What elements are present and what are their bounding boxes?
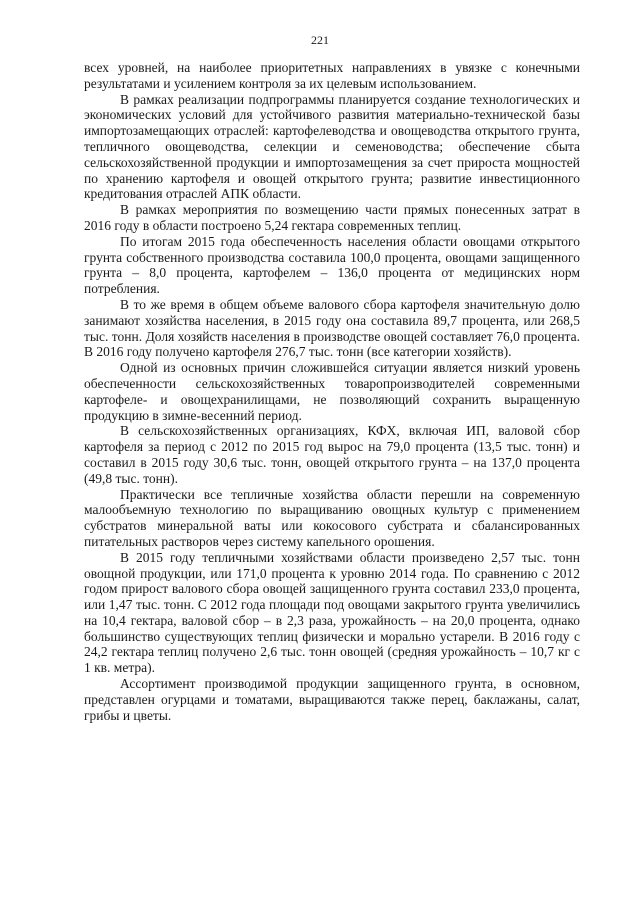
body-text (84, 60, 580, 723)
paragraph-6: Одной из основных причин сложившейся ситуации является низкий уровень обеспеченности сельскохозяйственных товаропроизводителей современными картофеле- и овощехранилищами, не позволяющий сохранить выращенную продукцию в зимне-весенний период. (84, 360, 580, 423)
paragraph-3: В рамках мероприятия по возмещению части прямых понесенных затрат в 2016 году в области построено 5,24 гектара современных теплиц. (84, 202, 580, 233)
paragraph-10: Ассортимент производимой продукции защищенного грунта, в основном, представлен огурцами и томатами, выращиваются также перец, баклажаны, салат, грибы и цветы. (84, 676, 580, 723)
paragraph-1: всех уровней, на наиболее приоритетных направлениях в увязке с конечными результатами и усилением контроля за их целевым использованием. (84, 60, 580, 91)
paragraph-7: В сельскохозяйственных организациях, КФХ, включая ИП, валовой сбор картофеля за период с 2012 по 2015 год вырос на 79,0 процента (13,5 тыс. тонн) и составил в 2015 году 30,6 тыс. тонн, овощей открытого грунта – на 137,0 процента (49,8 тыс. тонн). (84, 423, 580, 486)
paragraph-8: Практически все тепличные хозяйства области перешли на современную малообъемную технологию по выращиванию овощных культур с применением субстратов минеральной ваты или кокосового субстрата и сбалансированных питательных растворов через систему капельного орошения. (84, 486, 580, 549)
paragraph-2: В рамках реализации подпрограммы планируется создание технологических и экономических условий для устойчивого развития материально-технической базы импортозамещающих отраслей: картофелеводства и овощеводства открытого грунта, тепличного овощеводства, селекции и семеноводства; обеспечение сбыта сельскохозяйственной продукции и импортозамещения за счет прироста мощностей по хранению картофеля и овощей открытого грунта; развитие инвестиционного кредитования отраслей АПК области. (84, 91, 580, 202)
page-number: 221 (311, 33, 329, 47)
paragraph-4: По итогам 2015 года обеспеченность населения области овощами открытого грунта собственного производства составила 100,0 процента, овощами защищенного грунта – 8,0 процента, картофелем – 136,0 процента от медицинских норм потребления. (84, 233, 580, 297)
paragraph-5: В то же время в общем объеме валового сбора картофеля значительную долю занимают хозяйства населения, в 2015 году она составила 89,7 процента, или 268,5 тыс. тонн. Доля хозяйств населения в производстве овощей составляет 76,0 процента. В 2016 году получено картофеля 276,7 тыс. тонн (все категории хозяйств). (84, 296, 580, 360)
paragraph-9: В 2015 году тепличными хозяйствами области произведено 2,57 тыс. тонн овощной продукции, или 171,0 процента к уровню 2014 года. По сравнению с 2012 годом прирост валового сбора овощей защищенного грунта составил 233,0 процента, или 1,47 тыс. тонн. С 2012 года площади под овощами закрытого грунта увеличились на 10,4 гектара, валовой сбор – в 2,3 раза, урожайность – на 20,0 процента, однако большинство существующих теплиц физически и морально устарели. В 2016 году с 24,2 гектара теплиц получено 2,6 тыс. тонн овощей (средняя урожайность – 10,7 кг с 1 кв. метра). (84, 549, 580, 676)
